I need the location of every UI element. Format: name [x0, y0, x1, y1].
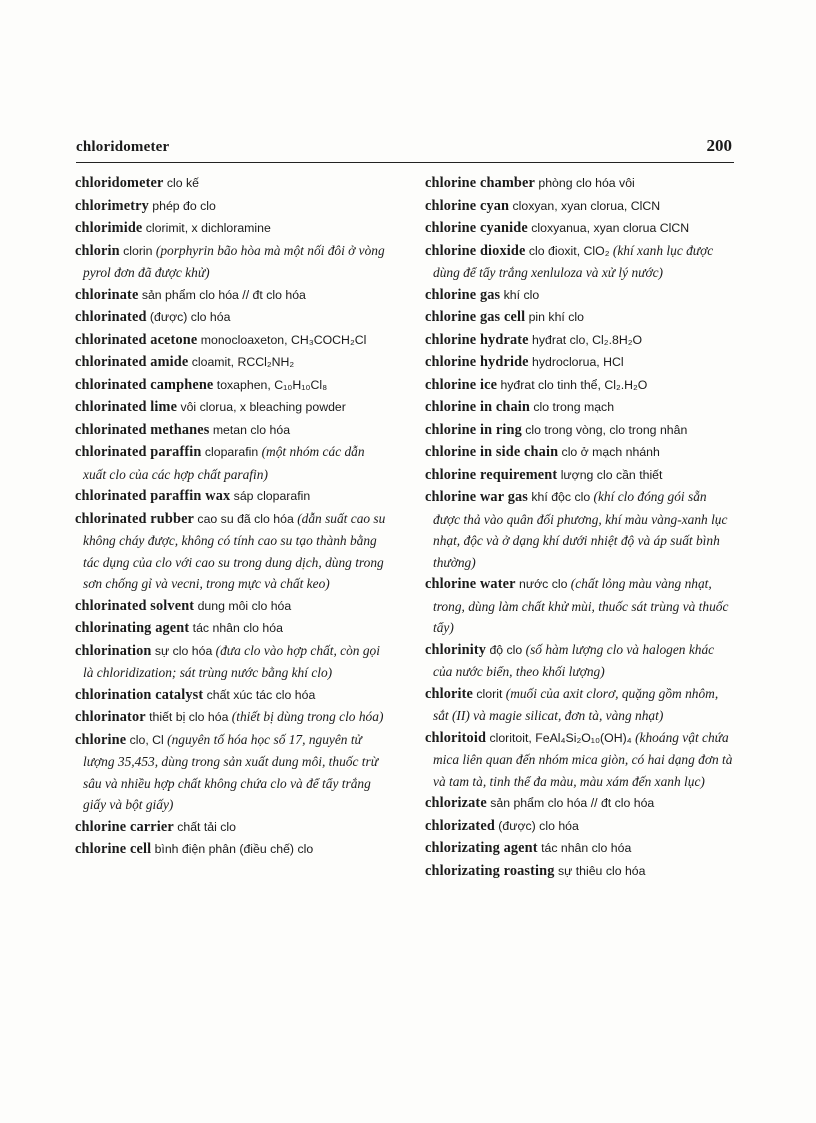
entry-note: (porphyrin bão hòa mà một nối đôi ở vòng pyrol đơn đã được khử) — [83, 242, 385, 280]
entry-definition: bình điện phân (điều chế) clo — [154, 842, 314, 856]
entry-term: chlorinated solvent — [75, 597, 195, 614]
entry-definition: hyđrat clo, Cl₂.8H₂O — [532, 332, 643, 347]
dictionary-entry — [425, 217, 735, 240]
entry-definition: monocloaxeton, CH₃COCH₂Cl — [200, 332, 367, 347]
entry-definition: cloritoit, FeAl₄Si₂O₁₀(OH)₄ — [489, 730, 632, 745]
entry-definition: clo đioxit, ClO₂ — [528, 243, 610, 258]
entry-term: chlorine in side chain — [425, 444, 559, 460]
entry-note: (khí xanh lục được dùng để tẩy trắng xenluloza và xử lý nước) — [433, 242, 714, 280]
entry-term: chlorizating agent — [425, 840, 538, 856]
entry-note: (đưa clo vào hợp chất, còn gọi là chloridization; sát trùng nước bằng khí clo) — [83, 642, 380, 680]
entry-definition: thiết bị clo hóa — [149, 710, 229, 724]
entry-term: chlorine gas cell — [425, 309, 526, 325]
entry-term: chlorination — [75, 642, 152, 659]
entry-term: chlorinated acetone — [75, 331, 198, 348]
dictionary-entry — [75, 838, 388, 861]
entry-term: chlorine ice — [425, 376, 498, 393]
dictionary-entry — [75, 485, 388, 508]
entry-definition: lượng clo cần thiết — [560, 467, 663, 482]
dictionary-entry — [425, 284, 735, 307]
entry-definition: clorit — [476, 686, 503, 701]
dictionary-entry — [75, 617, 388, 640]
entry-definition: sự thiêu clo hóa — [557, 863, 646, 878]
entry-term: chlorine hydrate — [425, 331, 529, 348]
entry-term: chlorinated paraffin — [75, 444, 202, 460]
entry-note: (chất lỏng màu vàng nhạt, trong, dùng làm chất khử mùi, thuốc sát trùng và thuốc tẩy) — [433, 576, 729, 635]
dictionary-entry — [75, 729, 388, 816]
entry-definition: clo, Cl — [129, 732, 164, 747]
dictionary-entry — [425, 329, 735, 352]
dictionary-entry — [75, 374, 388, 397]
entry-note: (dẫn suất cao su không cháy được, không có tính cao su tạo thành bằng tác dụng của clo với cao su trong dung dịch, dùng trong sơn chống gỉ và vecni, trong mực và chất keo) — [83, 510, 386, 591]
dictionary-entry — [75, 284, 388, 307]
dictionary-entry — [425, 172, 735, 195]
entry-note: (khí clo đóng gói sẵn được thả vào quân đối phương, khí màu vàng-xanh lục nhạt, độc và ở dạng khí dưới nhiệt độ và áp suất bình thường) — [433, 489, 728, 570]
entry-term: chlorimetry — [75, 197, 149, 214]
entry-definition: cloparafin — [204, 445, 259, 459]
entry-definition: sản phẩm clo hóa // đt clo hóa — [490, 796, 655, 810]
dictionary-entry — [425, 195, 735, 218]
dictionary-entry — [425, 240, 735, 284]
entry-term: chlorine carrier — [75, 818, 174, 835]
dictionary-entry — [425, 860, 735, 883]
entry-definition: (được) clo hóa — [498, 818, 579, 833]
entry-definition: clo ở mạch nhánh — [561, 445, 660, 459]
dictionary-entry — [425, 815, 735, 838]
head-word: chloridometer — [76, 139, 170, 155]
dictionary-entry — [75, 816, 388, 839]
entry-definition: hyđrat clo tinh thể, Cl₂.H₂O — [500, 377, 648, 392]
dictionary-entry — [75, 595, 388, 618]
entry-term: chlorizating roasting — [425, 862, 555, 879]
entry-definition: phép đo clo — [152, 198, 216, 213]
entry-term: chlorine water — [425, 576, 516, 592]
entry-definition: sản phẩm clo hóa // đt clo hóa — [141, 287, 306, 302]
dictionary-entry — [75, 195, 388, 218]
entry-term: chlorinate — [75, 286, 139, 303]
entry-term: chlorine chamber — [425, 175, 536, 191]
entry-term: chlorinated paraffin wax — [75, 488, 231, 504]
left-column — [75, 172, 388, 861]
dictionary-entry — [425, 374, 735, 397]
entry-definition: (được) clo hóa — [149, 310, 231, 324]
entry-note: (khoáng vật chứa mica liên quan đến nhóm mica giòn, có hai dạng đơn tà và tam tà, tinh thể đa màu, màu xám đến xanh lục) — [433, 729, 733, 789]
entry-term: chlorizate — [425, 795, 487, 811]
entry-note: (nguyên tố hóa học số 17, nguyên tử lượng 35,453, dùng trong sản xuất dung môi, thuốc trừ sâu và nhiều hợp chất không chứa clo và để tẩy trắng giấy và bột giấy) — [83, 731, 379, 812]
entry-term: chlorinated methanes — [75, 421, 210, 438]
dictionary-entry — [425, 573, 735, 639]
dictionary-entry — [75, 306, 388, 329]
entry-note: (số hàm lượng clo và halogen khác của nước biển, theo khối lượng) — [433, 641, 715, 679]
dictionary-entry — [425, 419, 735, 442]
entry-definition: cloamit, RCCl₂NH₂ — [191, 355, 295, 369]
entry-definition: vôi clorua, x bleaching powder — [180, 400, 346, 414]
dictionary-entry — [75, 396, 388, 419]
entry-note: (muối của axit clorơ, quặng gồm nhôm, sắt (II) và magie silicat, đơn tà, vàng nhạt) — [433, 685, 719, 723]
entry-definition: clo kế — [166, 176, 199, 190]
entry-term: chlorinated — [75, 309, 147, 325]
dictionary-entry — [425, 351, 735, 374]
entry-term: chlorinated lime — [75, 399, 178, 415]
entry-term: chlorine war gas — [425, 489, 529, 505]
entry-definition: cao su đã clo hóa — [197, 511, 294, 526]
entry-term: chlorine gas — [425, 286, 501, 303]
entry-definition: cloxyan, xyan clorua, ClCN — [512, 198, 661, 213]
entry-definition: clorin — [123, 243, 153, 258]
entry-term: chlorinated rubber — [75, 510, 195, 527]
entry-term: chlorine cyanide — [425, 220, 528, 236]
entry-term: chloridometer — [75, 175, 164, 191]
entry-term: chlorine hydride — [425, 354, 529, 370]
entry-definition: khí độc clo — [531, 490, 591, 504]
dictionary-entry — [425, 306, 735, 329]
right-column — [425, 172, 735, 882]
entry-definition: metan clo hóa — [212, 422, 291, 437]
entry-definition: tác nhân clo hóa — [192, 621, 283, 635]
entry-definition: khí clo — [503, 287, 540, 302]
entry-definition: dung môi clo hóa — [197, 598, 292, 613]
dictionary-entry — [425, 727, 735, 793]
dictionary-entry — [75, 441, 388, 485]
entry-term: chlorine in ring — [425, 421, 522, 438]
dictionary-entry — [425, 464, 735, 487]
entry-definition: nước clo — [519, 577, 568, 591]
entry-definition: clorimit, x dichloramine — [145, 221, 271, 235]
entry-term: chlorimide — [75, 220, 143, 236]
entry-term: chlorinating agent — [75, 620, 190, 636]
entry-definition: toxaphen, C₁₀H₁₀Cl₈ — [216, 377, 328, 392]
entry-note: (một nhóm các dẫn xuất clo của các hợp chất parafin) — [83, 444, 365, 482]
dictionary-entry — [75, 419, 388, 442]
entry-term: chlorination catalyst — [75, 686, 204, 703]
entry-term: chlorin — [75, 242, 120, 259]
dictionary-entry — [425, 683, 735, 727]
dictionary-entry — [75, 508, 388, 595]
entry-definition: chất tải clo — [177, 819, 237, 834]
entry-definition: hydroclorua, HCl — [532, 355, 624, 369]
entry-definition: độ clo — [489, 642, 523, 657]
entry-term: chlorinated amide — [75, 354, 189, 370]
entry-definition: clo trong vòng, clo trong nhân — [525, 422, 688, 437]
dictionary-entry — [75, 640, 388, 684]
entry-term: chlorinity — [425, 641, 487, 658]
dictionary-entry — [75, 217, 388, 240]
page-number: 200 — [706, 136, 732, 155]
dictionary-entry — [75, 706, 388, 729]
entry-term: chlorine requirement — [425, 466, 558, 483]
entry-term: chloritoid — [425, 729, 487, 746]
entry-definition: cloxyanua, xyan clorua ClCN — [531, 221, 690, 235]
running-head — [76, 134, 734, 163]
dictionary-entry — [425, 639, 735, 683]
entry-term: chlorine in chain — [425, 399, 531, 415]
entry-term: chlorite — [425, 685, 474, 702]
entry-term: chlorizated — [425, 817, 495, 834]
dictionary-entry — [425, 396, 735, 419]
entry-term: chlorinated camphene — [75, 376, 214, 393]
entry-definition: clo trong mạch — [533, 400, 615, 414]
entry-term: chlorine — [75, 731, 127, 748]
entry-term: chlorine dioxide — [425, 242, 526, 259]
entry-definition: sự clo hóa — [154, 643, 213, 658]
entry-definition: pin khí clo — [528, 310, 584, 324]
entry-term: chlorine cyan — [425, 197, 510, 214]
dictionary-entry — [75, 172, 388, 195]
entry-term: chlorine cell — [75, 841, 152, 857]
dictionary-entry — [75, 684, 388, 707]
entry-definition: chất xúc tác clo hóa — [206, 687, 316, 702]
entry-term: chlorinator — [75, 709, 146, 725]
entry-definition: tác nhân clo hóa — [541, 841, 632, 855]
dictionary-entry — [425, 837, 735, 860]
dictionary-entry — [425, 486, 735, 573]
entry-definition: sáp cloparafin — [233, 489, 311, 503]
dictionary-entry — [425, 441, 735, 464]
dictionary-entry — [75, 240, 388, 284]
entry-note: (thiết bị dùng trong clo hóa) — [231, 709, 384, 724]
dictionary-entry — [425, 792, 735, 815]
dictionary-entry — [75, 351, 388, 374]
dictionary-entry — [75, 329, 388, 352]
entry-definition: phòng clo hóa vôi — [538, 176, 635, 190]
